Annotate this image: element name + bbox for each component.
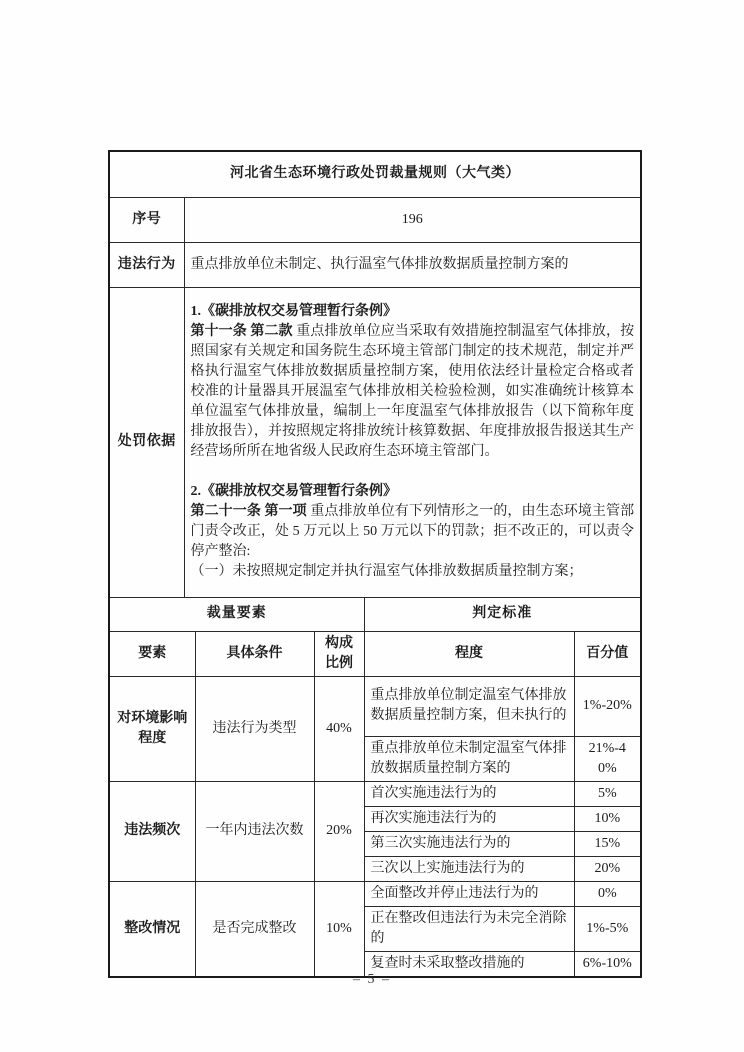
citation-2-text: 重点排放单位有下列情形之一的，由生态环境主管部门责令改正，处 5 万元以上 50 万元以下的罚款；拒不改正的，可以责令停产整治: bbox=[190, 504, 635, 559]
title-row bbox=[109, 151, 641, 197]
condition-rectification-complete: 是否完成整改 bbox=[195, 881, 314, 977]
percent-value: 0% bbox=[574, 881, 641, 906]
ratio-value: 20% bbox=[314, 781, 364, 881]
basis-row bbox=[109, 287, 641, 597]
basis-citation-2 bbox=[191, 482, 635, 582]
serial-row bbox=[109, 197, 641, 242]
violation-label: 违法行为 bbox=[109, 242, 184, 287]
degree-text: 第三次实施违法行为的 bbox=[364, 831, 574, 856]
page-number: – 5 – bbox=[353, 972, 391, 987]
matrix-row bbox=[109, 881, 641, 906]
violation-row bbox=[109, 242, 641, 287]
percent-value: 5% bbox=[574, 781, 641, 806]
basis-content bbox=[184, 287, 641, 597]
citation-1-article: 第十一条 第二款 bbox=[190, 324, 297, 339]
citation-1-heading: 1.《碳排放权交易管理暂行条例》 bbox=[190, 304, 397, 319]
percent-value: 15% bbox=[574, 831, 641, 856]
penalty-rule-table bbox=[108, 150, 642, 978]
factor-violation-frequency: 违法频次 bbox=[109, 781, 195, 881]
citation-2-article: 第二十一条 第一项 bbox=[190, 504, 311, 519]
col-header-ratio: 构成比例 bbox=[314, 631, 364, 676]
condition-violation-type: 违法行为类型 bbox=[195, 676, 314, 781]
serial-label: 序号 bbox=[109, 197, 184, 242]
matrix-row bbox=[109, 781, 641, 806]
degree-text: 正在整改但违法行为未完全消除的 bbox=[364, 906, 574, 951]
citation-1-text: 重点排放单位应当采取有效措施控制温室气体排放，按照国家有关规定和国务院生态环境主管部门制定的技术规范，制定并严格执行温室气体排放数据质量控制方案，使用依法经计量检定合格或者校准的计量器具开展温室气体排放相关检验检测，如实准确统计核算本单位温室气体排放量，编制上一年度温室气体排放报告（以下简称年度排放报告），并按照规定将排放统计核算数据、年度排放报告报送其生产经营场所所在地省级人民政府生态环境主管部门。 bbox=[190, 324, 635, 459]
degree-text: 复查时未采取整改措施的 bbox=[364, 951, 574, 977]
percent-value: 1%-20% bbox=[574, 676, 641, 736]
col-header-condition: 具体条件 bbox=[195, 631, 314, 676]
serial-value: 196 bbox=[184, 197, 641, 242]
group-header-discretion: 裁量要素 bbox=[109, 597, 364, 631]
degree-text: 再次实施违法行为的 bbox=[364, 806, 574, 831]
ratio-value: 10% bbox=[314, 881, 364, 977]
factor-rectification-status: 整改情况 bbox=[109, 881, 195, 977]
column-header-row bbox=[109, 631, 641, 676]
violation-value: 重点排放单位未制定、执行温室气体排放数据质量控制方案的 bbox=[184, 242, 641, 287]
percent-value: 10% bbox=[574, 806, 641, 831]
degree-text: 重点排放单位制定温室气体排放数据质量控制方案，但未执行的 bbox=[364, 676, 574, 736]
degree-text: 重点排放单位未制定温室气体排放数据质量控制方案的 bbox=[364, 736, 574, 781]
citation-2-item: （一）未按照规定制定并执行温室气体排放数据质量控制方案； bbox=[190, 564, 583, 579]
degree-text: 三次以上实施违法行为的 bbox=[364, 856, 574, 881]
citation-2-heading: 2.《碳排放权交易管理暂行条例》 bbox=[190, 484, 397, 499]
ratio-value: 40% bbox=[314, 676, 364, 781]
col-header-degree: 程度 bbox=[364, 631, 574, 676]
degree-text: 全面整改并停止违法行为的 bbox=[364, 881, 574, 906]
degree-text: 首次实施违法行为的 bbox=[364, 781, 574, 806]
condition-yearly-count: 一年内违法次数 bbox=[195, 781, 314, 881]
factor-environment-impact: 对环境影响程度 bbox=[109, 676, 195, 781]
col-header-factor: 要素 bbox=[109, 631, 195, 676]
document-title: 河北省生态环境行政处罚裁量规则（大气类） bbox=[109, 151, 641, 197]
percent-value: 1%-5% bbox=[574, 906, 641, 951]
col-header-percent: 百分值 bbox=[574, 631, 641, 676]
percent-value: 6%-10% bbox=[574, 951, 641, 977]
percent-value: 20% bbox=[574, 856, 641, 881]
group-header-criteria: 判定标准 bbox=[364, 597, 641, 631]
basis-citation-1 bbox=[191, 302, 635, 462]
percent-value: 21%-40% bbox=[574, 736, 641, 781]
group-header-row bbox=[109, 597, 641, 631]
basis-label: 处罚依据 bbox=[109, 287, 184, 597]
matrix-row bbox=[109, 676, 641, 736]
